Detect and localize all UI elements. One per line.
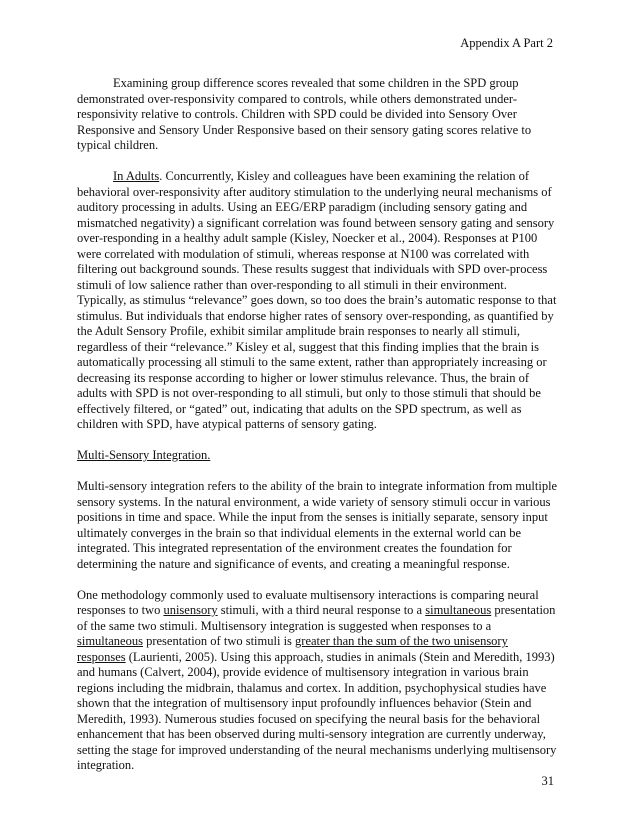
text-run: One methodology commonly used to evaluate multisensory interactions is comparing neural responses to two	[77, 587, 539, 617]
paragraph-adults-text: . Concurrently, Kisley and colleagues have been examining the relation of behavioral over-responsivity after auditory stimulation to the underlying neural mechanisms of auditory processing in adults. Using an EEG/ERP paradigm (including sensory gating and mismatched negativity) a significant correlation was found between sensory gating and sensory over-responding in a healthy adult sample (Kisley, Noecker et al., 2004). Responses at P100 were correlated with modulation of stimuli, whereas response at N100 was correlated with filtering out background sounds. These results suggest that individuals with SPD over-process stimuli of low salience rather than over-responding to all stimuli in their environment. Typically, as stimulus “relevance” goes down, so too does the brain’s automatic response to that stimulus. But individuals that endorse higher rates of sensory over-responding, as quantified by the Adult Sensory Profile, exhibit similar amplitude brain responses to nearly all stimuli, regardless of their “relevance.” Kisley et al, suggest that this finding implies that the brain is automatically processing all stimuli to the same extent, rather than appropriately increasing or decreasing its response according to higher or lower stimulus relevance. Thus, the brain of adults with SPD is not over-responding to all stimuli, but only to those stimuli that should be effectively filtered, or “gated” out, indicating that adults on the SPD spectrum, as well as children with SPD, have atypical patterns of sensory gating.	[77, 169, 557, 431]
underlined-term: simultaneous	[425, 603, 492, 617]
section-heading-wrapper	[77, 448, 558, 464]
underlined-term: simultaneous	[77, 634, 143, 648]
paragraph-multisensory-definition: Multi-sensory integration refers to the ability of the brain to integrate information from multiple sensory systems. In the natural environment, a wide variety of sensory stimuli occur in various positions in time and space. While the input from the senses is initially separate, sensory input ultimately converges in the brain so that individual elements in the external world can be integrated. This integrated representation of the environment creates the foundation for determining the nature and significance of events, and creating a meaningful response.	[77, 479, 558, 571]
page-header: Appendix A Part 2	[460, 36, 553, 50]
paragraph-methodology	[77, 588, 558, 774]
text-run: presentation of two stimuli is	[142, 634, 296, 648]
underlined-term: greater than the sum of the two unisensory responses	[77, 634, 508, 664]
paragraph-group-differences: Examining group difference scores revealed that some children in the SPD group demonstrated over-responsivity compared to controls, while others demonstrated under-responsivity relative to controls. Children with SPD could be divided into Sensory Over Responsive and Sensory Under Responsive based on their sensory gating scores relative to typical children.	[77, 76, 532, 152]
text-run: stimuli, with a third neural response to a	[217, 603, 426, 617]
text-run: presentation of the same two stimuli. Multisensory integration is suggested when responses to a	[77, 603, 556, 633]
document-body	[77, 76, 558, 789]
page-number: 31	[541, 774, 554, 788]
underlined-term: unisensory	[163, 603, 218, 617]
paragraph-adults	[77, 169, 558, 433]
text-run: (Laurienti, 2005). Using this approach, studies in animals (Stein and Meredith, 1993) and humans (Calvert, 2004), provide evidence of multisensory integration in various brain regions including the midbrain, thalamus and cortex. In addition, psychophysical studies have shown that the integration of multisensory input profoundly influences behavior (Stein and Meredith, 1993). Numerous studies focused on specifying the neural basis for the behavioral enhancement that has been observed during multi-sensory integration are currently underway, setting the stage for improved understanding of the neural mechanisms underlying multisensory integration.	[77, 649, 557, 772]
subheading-in-adults: In Adults	[113, 169, 160, 183]
section-heading: Multi-Sensory Integration.	[77, 448, 211, 462]
